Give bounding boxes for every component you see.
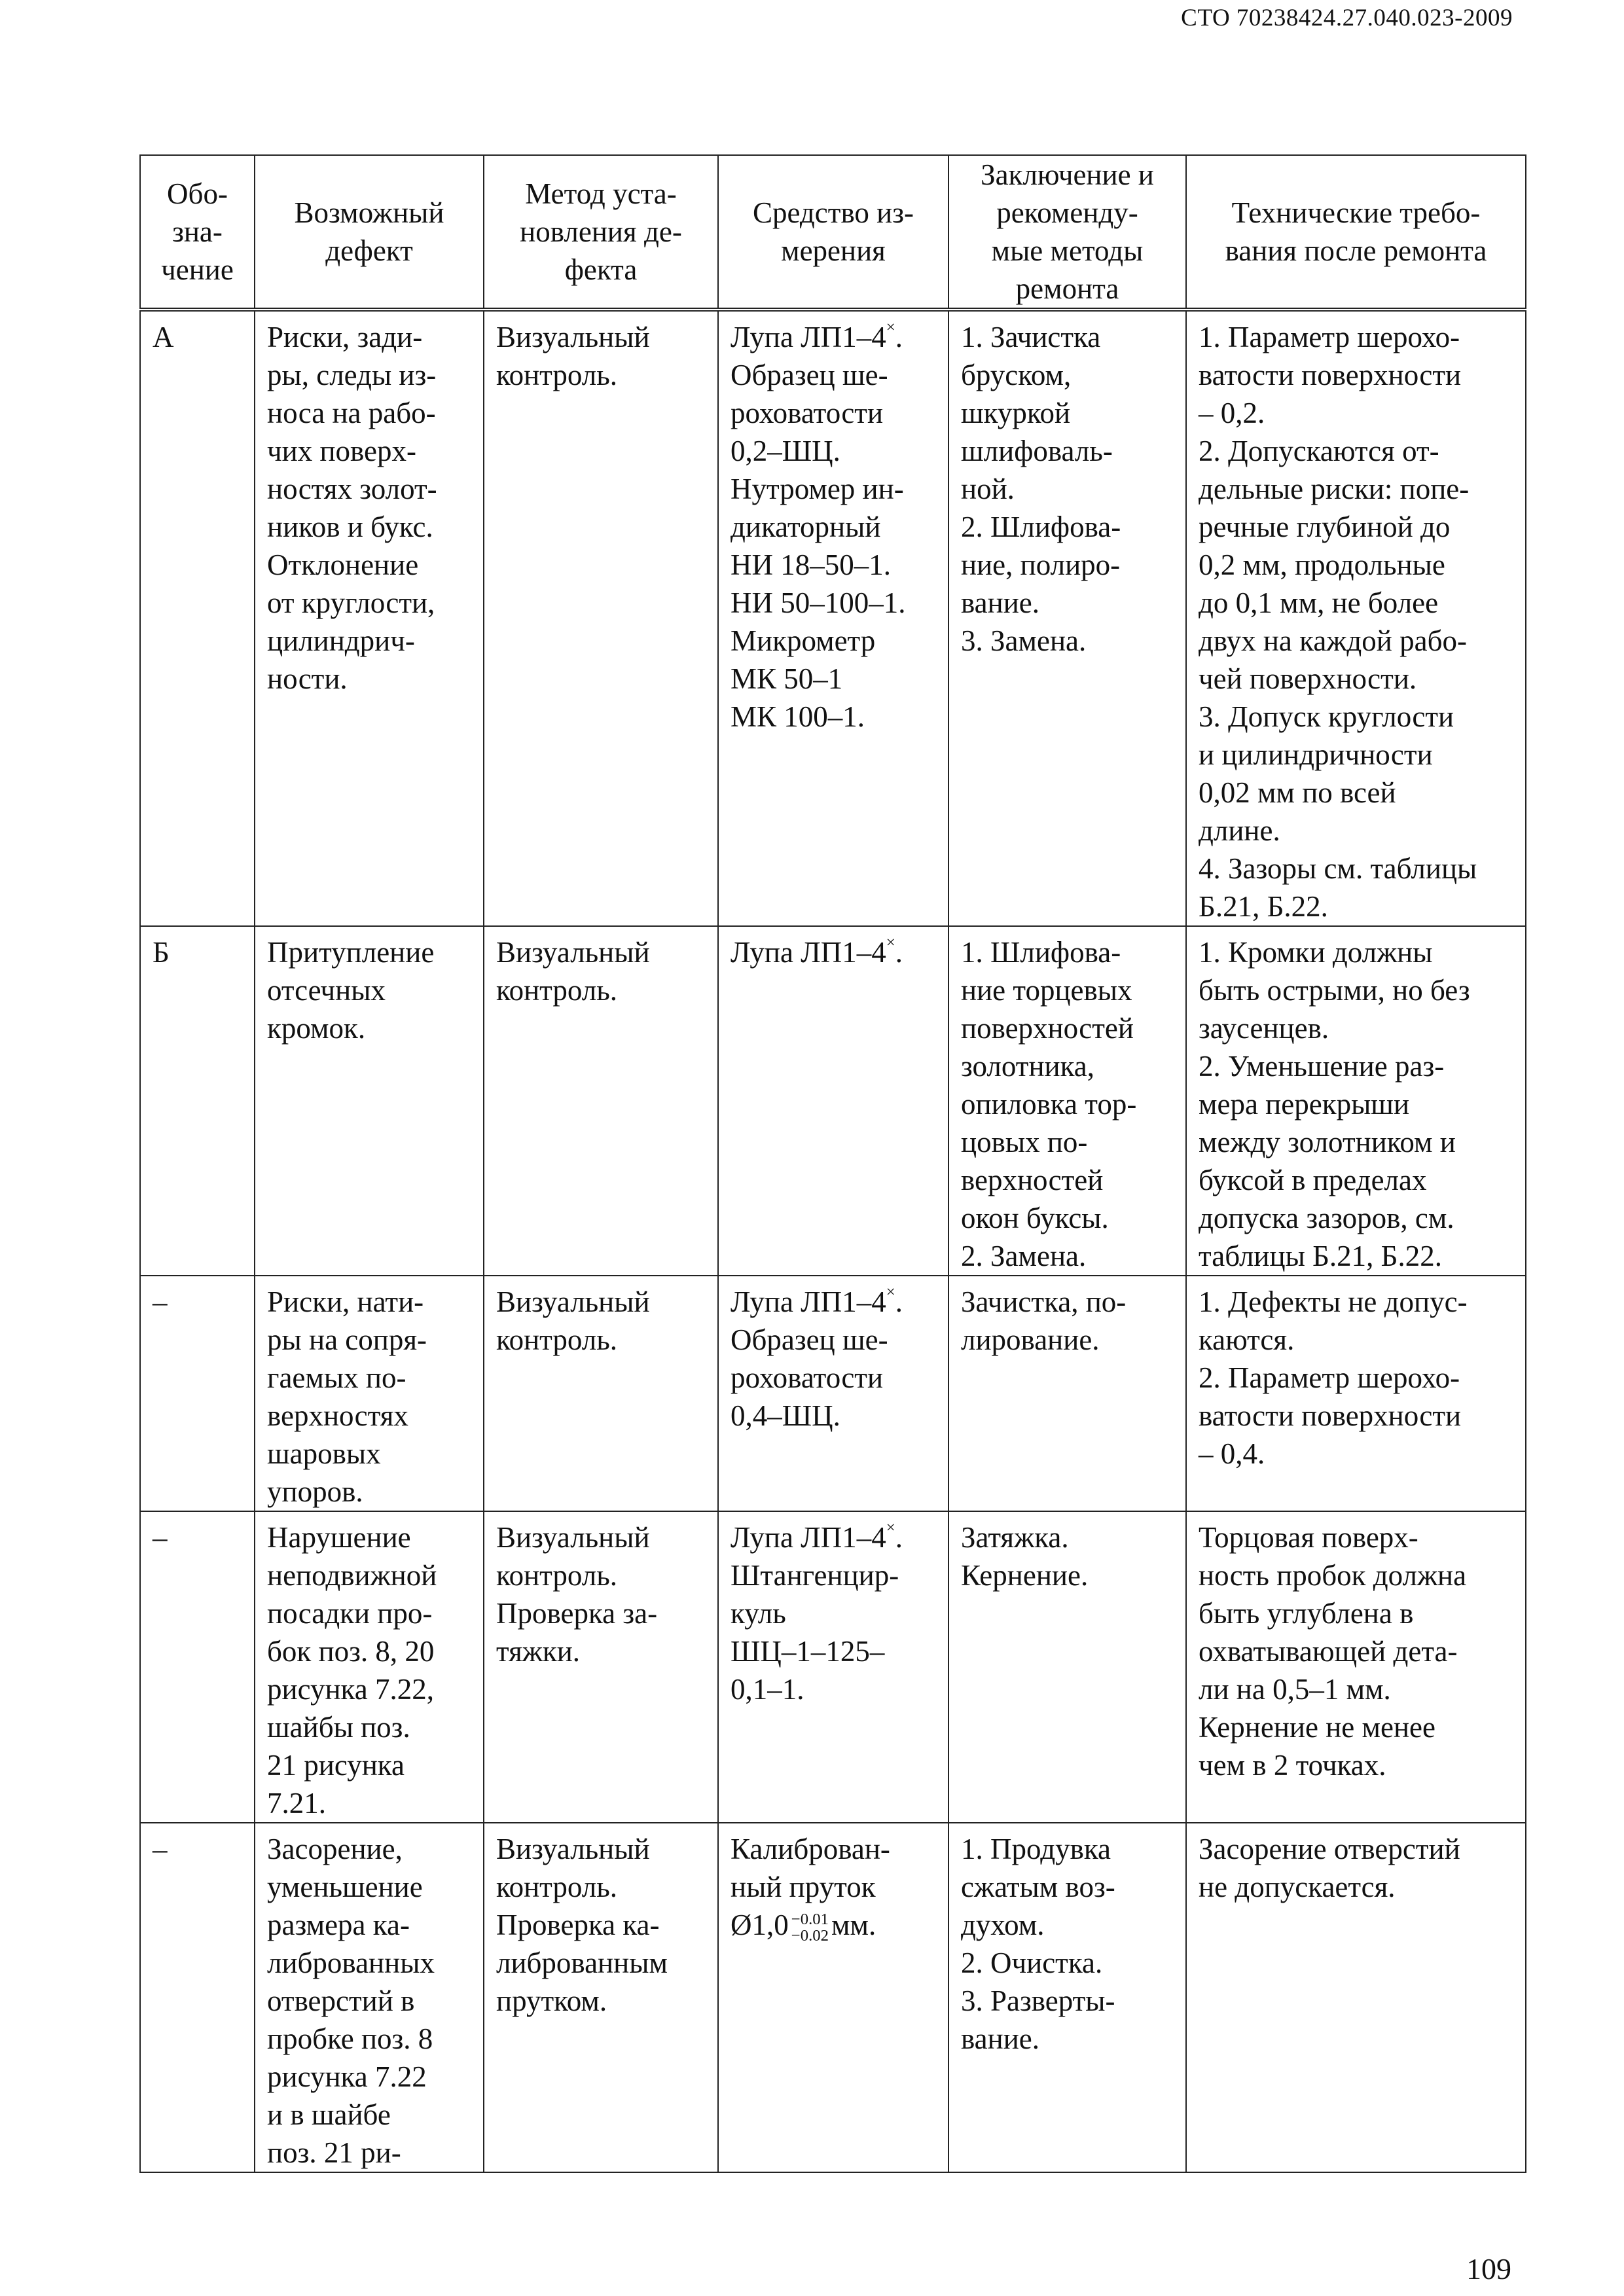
loupe-label: Лупа ЛП1–4 bbox=[731, 1521, 886, 1554]
column-header-defect: Возможный дефект bbox=[255, 155, 484, 310]
cell-tool bbox=[718, 310, 948, 926]
loupe-period: . bbox=[895, 936, 903, 969]
table-header-row bbox=[140, 155, 1526, 310]
magnification-mark: × bbox=[886, 1283, 895, 1301]
column-header-tool: Средство из- мерения bbox=[718, 155, 948, 310]
cell-defect: Риски, зади- ры, следы из- носа на рабо- чих поверх- ностях золот- ников и букс. Отклонение от круглости, цилиндрич- ности. bbox=[255, 310, 484, 926]
loupe-label: Лупа ЛП1–4 bbox=[731, 1285, 886, 1318]
table-row bbox=[140, 1276, 1526, 1511]
table-row bbox=[140, 310, 1526, 926]
diameter-unit: мм. bbox=[831, 1909, 876, 1941]
column-header-conclusion: Заключение и рекоменду- мые методы ремонта bbox=[948, 155, 1186, 310]
cell-tool bbox=[718, 926, 948, 1276]
cell-requirements: Торцовая поверх- ность пробок должна быть углублена в охватывающей дета- ли на 0,5–1 мм. Кернение не менее чем в 2 точках. bbox=[1186, 1511, 1526, 1823]
cell-conclusion: Затяжка. Кернение. bbox=[948, 1511, 1186, 1823]
cell-tool bbox=[718, 1276, 948, 1511]
cell-conclusion: 1. Продувка сжатым воз- духом. 2. Очистка. 3. Разверты- вание. bbox=[948, 1823, 1186, 2172]
page-number: 109 bbox=[1466, 2252, 1511, 2286]
loupe-period: . bbox=[895, 1285, 903, 1318]
cell-method: Визуальный контроль. Проверка ка- либрованным прутком. bbox=[484, 1823, 718, 2172]
magnification-mark: × bbox=[886, 933, 895, 952]
cell-conclusion: 1. Зачистка бруском, шкуркой шлифоваль- ной. 2. Шлифова- ние, полиро- вание. 3. Замена. bbox=[948, 310, 1186, 926]
defects-table bbox=[139, 154, 1526, 2173]
cell-tool bbox=[718, 1511, 948, 1823]
table-row bbox=[140, 1511, 1526, 1823]
column-header-designation: Обо- зна- чение bbox=[140, 155, 255, 310]
cell-tool bbox=[718, 1823, 948, 2172]
cell-designation: – bbox=[140, 1511, 255, 1823]
tool-details: Штангенцир- куль ШЦ–1–125– 0,1–1. bbox=[731, 1559, 899, 1706]
tolerance-upper: −0.01 bbox=[791, 1910, 829, 1928]
document-code: СТО 70238424.27.040.023-2009 bbox=[1181, 5, 1513, 31]
cell-requirements: 1. Параметр шерохо- ватости поверхности – 0,2. 2. Допускаются от- дельные риски: попе- речные глубиной до 0,2 мм, продольные до 0,1 мм, не более двух на каждой рабо- чей поверхности. 3. Допуск круглости и цилиндричности 0,02 мм по всей длине. 4. Зазоры см. таблицы Б.21, Б.22. bbox=[1186, 310, 1526, 926]
cell-method: Визуальный контроль. bbox=[484, 1276, 718, 1511]
column-header-method: Метод уста- новления де- фекта bbox=[484, 155, 718, 310]
cell-requirements: Засорение отверстий не допускается. bbox=[1186, 1823, 1526, 2172]
table-row bbox=[140, 1823, 1526, 2172]
cell-designation: – bbox=[140, 1823, 255, 2172]
cell-designation: – bbox=[140, 1276, 255, 1511]
diameter-value: Ø1,0 bbox=[731, 1909, 789, 1941]
cell-conclusion: Зачистка, по- лирование. bbox=[948, 1276, 1186, 1511]
loupe-period: . bbox=[895, 321, 903, 353]
cell-requirements: 1. Кромки должны быть острыми, но без заусенцев. 2. Уменьшение раз- мера перекрыши между золотником и буксой в пределах допуска зазоров, см. таблицы Б.21, Б.22. bbox=[1186, 926, 1526, 1276]
cell-method: Визуальный контроль. Проверка за- тяжки. bbox=[484, 1511, 718, 1823]
tool-details: Образец ше- роховатости 0,2–ШЦ. Нутромер ин- дикаторный НИ 18–50–1. НИ 50–100–1. Микрометр МК 50–1 МК 100–1. bbox=[731, 359, 906, 733]
cell-designation: Б bbox=[140, 926, 255, 1276]
magnification-mark: × bbox=[886, 318, 895, 336]
cell-designation: А bbox=[140, 310, 255, 926]
cell-method: Визуальный контроль. bbox=[484, 310, 718, 926]
tool-details: Образец ше- роховатости 0,4–ШЦ. bbox=[731, 1323, 888, 1432]
magnification-mark: × bbox=[886, 1518, 895, 1537]
tolerance bbox=[791, 1912, 829, 1945]
cell-defect: Нарушение неподвижной посадки про- бок поз. 8, 20 рисунка 7.22, шайбы поз. 21 рисунка 7.21. bbox=[255, 1511, 484, 1823]
cell-method: Визуальный контроль. bbox=[484, 926, 718, 1276]
loupe-label: Лупа ЛП1–4 bbox=[731, 321, 886, 353]
cell-conclusion: 1. Шлифова- ние торцевых поверхностей золотника, опиловка тор- цовых по- верхностей окон буксы. 2. Замена. bbox=[948, 926, 1186, 1276]
tool-details: Калиброван- ный пруток bbox=[731, 1833, 890, 1903]
column-header-requirements: Технические требо- вания после ремонта bbox=[1186, 155, 1526, 310]
tolerance-lower: −0.02 bbox=[791, 1926, 829, 1945]
loupe-label: Лупа ЛП1–4 bbox=[731, 936, 886, 969]
cell-defect: Риски, нати- ры на сопря- гаемых по- верхностях шаровых упоров. bbox=[255, 1276, 484, 1511]
cell-defect: Засорение, уменьшение размера ка- либрованных отверстий в пробке поз. 8 рисунка 7.22 и в шайбе поз. 21 ри- bbox=[255, 1823, 484, 2172]
table-row bbox=[140, 926, 1526, 1276]
loupe-period: . bbox=[895, 1521, 903, 1554]
cell-defect: Притупление отсечных кромок. bbox=[255, 926, 484, 1276]
cell-requirements: 1. Дефекты не допус- каются. 2. Параметр шерохо- ватости поверхности – 0,4. bbox=[1186, 1276, 1526, 1511]
